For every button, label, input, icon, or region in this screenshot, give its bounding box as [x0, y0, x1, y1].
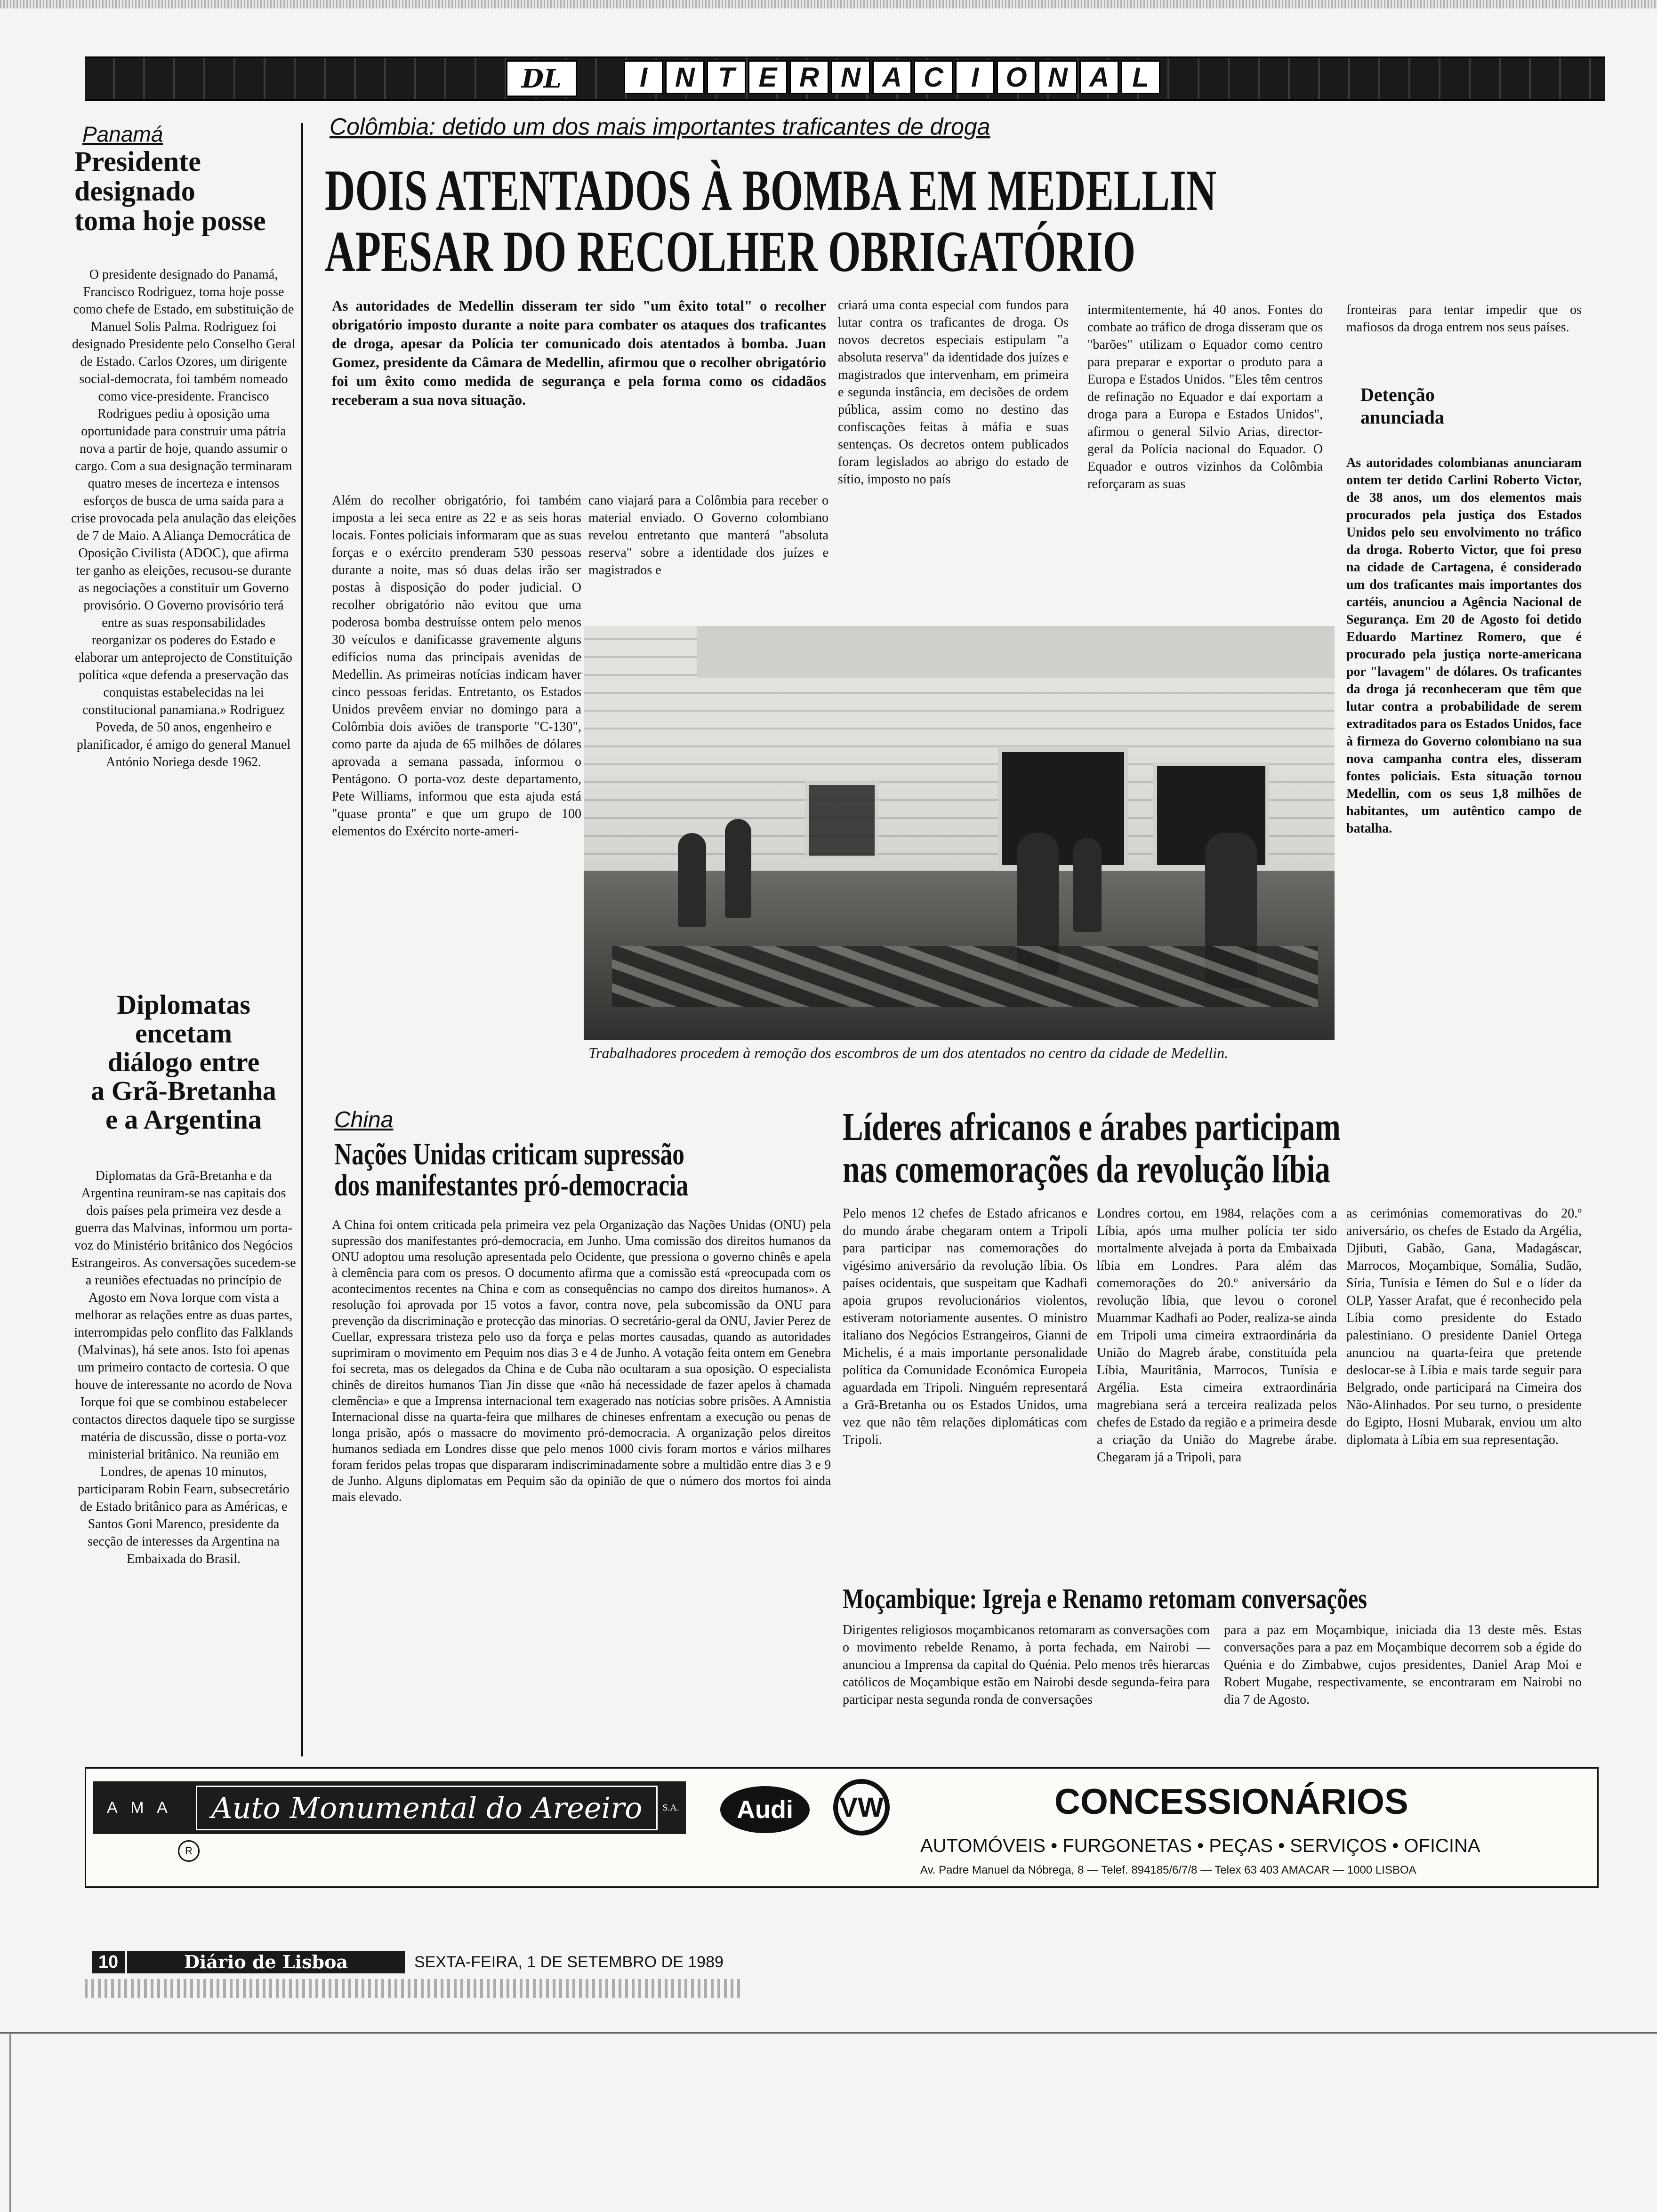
ama-letters: A M A	[107, 1798, 172, 1817]
headline-line: Diplomatas	[117, 989, 250, 1020]
photo-caption: Trabalhadores procedem à remoção dos escombros de um dos atentados no centro da cidade de Medellin.	[588, 1044, 1229, 1061]
panama-headline	[74, 147, 296, 236]
medellin-headline	[325, 158, 1217, 284]
section-letter: R	[789, 60, 829, 94]
subhead-line: Detenção	[1360, 384, 1435, 405]
column-divider	[301, 123, 303, 1756]
section-letter: O	[997, 60, 1036, 94]
china-headline	[334, 1139, 701, 1201]
page-edge-line	[0, 2032, 1657, 2034]
headline-line: Nações Unidas criticam supressão	[334, 1137, 685, 1171]
section-letter: I	[955, 60, 995, 94]
panama-body: O presidente designado do Panamá, Francisco Rodriguez, toma hoje posse como chefe de Estado, em substituição de Manuel Solis Palma. Rodriguez foi designado Presidente pelo Conselho Geral de Estado. Carlos Ozores, um dirigente social-democrata, foi também nomeado como vice-presidente. Francisco Rodrigues pediu à oposição uma oportunidade para construir uma pátria nova a partir de hoje, quando assumir o cargo. Com a sua designação terminaram quatro meses de incerteza e intensos esforços de busca de uma saída para a crise provocada pela anulação das eleições de 7 de Maio. A Aliança Democrática de Oposição Civilista (ADOC), que afirma ter ganho as eleições, recusou-se durante as negociações a constituir um Governo provisório. O Governo provisório terá entre as suas responsabilidades reorganizar os poderes do Estado e elaborar um anteprojecto de Constituição política «que defenda a preservação das conquistas estabelecidas na lei constitucional panamiana.» Rodriguez Poveda, de 50 anos, engenheiro e planificador, é amigo do general Manuel António Noriega desde 1962.	[71, 267, 297, 769]
page-edge-line	[9, 2033, 11, 2212]
scan-edge	[0, 0, 1657, 8]
section-letter: N	[665, 60, 705, 94]
audi-logo: Audi	[720, 1786, 810, 1833]
ad-address: Av. Padre Manuel da Nóbrega, 8 — Telef. 894185/6/7/8 — Telex 63 403 AMACAR — 1000 LISBOA	[920, 1864, 1416, 1876]
vw-logo: VW	[833, 1779, 890, 1835]
scan-noise	[85, 1979, 744, 1998]
section-letter: C	[914, 60, 953, 94]
paper-name: Diário de Lisboa	[127, 1951, 405, 1973]
medellin-col-e2: As autoridades colombianas anunciaram ontem ter detido Carlini Roberto Victor, de 38 anos, um dos elementos mais procurados pela justiça dos Estados Unidos pelo seu envolvimento no tráfico da droga. Roberto Victor, que foi preso na cidade de Cartagena, é considerado um dos traficantes mais importantes dos cartéis, anunciou a Agência Nacional de Segurança. Em 20 de Agosto foi detido Eduardo Martinez Romero, que é procurado pela justiça norte-americana por "lavagem" de dólares. Os traficantes da droga já reconheceram que têm que lutar contra a probabilidade de serem extraditados para os Estados Unidos, face à firmeza do Governo colombiano na sua nova campanha contra eles, disseram fontes policiais. Esta situação tornou Medellin, com os seus 1,8 milhões de habitantes, um autêntico campo de batalha.	[1346, 456, 1582, 836]
section-letter: T	[707, 60, 746, 94]
medellin-photo	[584, 626, 1335, 1040]
section-letter: N	[831, 60, 870, 94]
medellin-col-b: cano viajará para a Colômbia para receber o material enviado. O Governo colombiano revelou entretanto que manterá "absoluta reserva" sobre a identidade dos juízes e magistrados e	[588, 493, 828, 577]
headline-line: DOIS ATENTADOS À BOMBA EM MEDELLIN	[325, 158, 1217, 223]
medellin-lead: As autoridades de Medellin disseram ter sido "um êxito total" o recolher obrigatório imposto durante a noite para combater os ataques dos traficantes de droga, apesar da Polícia ter comunicado dois atentados à bomba. Juan Gomez, presidente da Câmara de Medellin, afirmou que o recolher obrigatório foi um êxito como medida de segurança e pela forma como os cidadãos receberam a sua nova situação.	[332, 297, 826, 408]
china-body: A China foi ontem criticada pela primeira vez pela Organização das Nações Unidas (ONU) pela supressão dos manifestantes pró-democracia, em Junho. Uma comissão dos direitos humanos da ONU adoptou uma resolução apresentada pelo Ocidente, que pressiona o governo chinês e apela à clemência para com os presos. O documento afirma que a comissão está «preocupada com os acontecimentos recentes na China e com as consequências no campo dos direitos humanos». A resolução foi aprovada por 15 votos a favor, contra nove, pela subcomissão da ONU para prevenção da discriminação e protecção das minorias. O secretário-geral da ONU, Javier Perez de Cuellar, expressara tristeza pelo uso da força e pelas mortes causadas, quando as autoridades suprimiram o movimento em Pequim nos dias 3 e 4 de Junho. A votação feita ontem em Genebra foi secreta, mas os delegados da China e de Cuba não ocultaram a sua oposição. O especialista chinês de direitos humanos Tian Jin disse que «não há necessidade de fazer apelos à chamada clemência» e que a Imprensa internacional tem exagerado nas notícias sobre prisões. A Amnistia Internacional disse na quarta-feira que milhares de chineses enfrentam a execução ou penas de longa prisão, após o massacre do movimento pró-democracia. A organização pelos direitos humanos sediada em Londres disse que pelo menos 1000 civis foram mortos e vários milhares foram feridos pelas tropas que dispararam indiscriminadamente sobre a multidão entre dias 3 e 9 de Junho. Alguns diplomatas em Pequim são da opinião de que o número dos mortos foi ainda mais elevado.	[332, 1218, 831, 1504]
headline-line: nas comemorações da revolução líbia	[843, 1147, 1331, 1191]
headline-line: a Grã-Bretanha	[91, 1075, 276, 1106]
mocambique-col-a: Dirigentes religiosos moçambicanos retomaram as conversações com o movimento rebelde Renamo, à porta fechada, em Nairobi — anunciou a Imprensa da capital do Quénia. Pelo menos três hierarcas católicos de Moçambique estão em Nairobi desde segunda-feira para participar nesta segunda ronda de conversações	[843, 1623, 1210, 1707]
medellin-col-e: fronteiras para tentar impedir que os mafiosos da droga entrem nos seus países.	[1346, 303, 1582, 335]
diplomatas-body: Diplomatas da Grã-Bretanha e da Argentina reuniram-se nas capitais dos dois países pela primeira vez desde a guerra das Malvinas, informou um porta-voz do Ministério britânico dos Negócios Estrangeiros. As conversações sucedem-se a reuniões efectuadas no princípio de Agosto em Nova Iorque com vista a melhorar as relações entre as duas partes, interrompidas pelo conflito das Falklands (Malvinas), há sete anos. Isto foi apenas um primeiro contacto de cortesia. O que houve de interessante no acordo de Nova Iorque foi que se combinou estabelecer contactos directos daquele tipo se surgisse matéria de discussão, disse o porta-voz ministerial britânico. Na reunião em Londres, de apenas 10 minutos, participaram Robin Fearn, subsecretário de Estado britânico para as Américas, e Santos Goni Marenco, presidente da secção de interesses da Argentina na Embaixada do Brasil.	[71, 1169, 296, 1566]
ad-services: AUTOMÓVEIS • FURGONETAS • PEÇAS • SERVIÇOS • OFICINA	[920, 1835, 1480, 1856]
medellin-kicker: Colômbia: detido um dos mais importantes traficantes de droga	[330, 113, 990, 140]
libia-col-a: Pelo menos 12 chefes de Estado africanos e do mundo árabe chegaram ontem a Tripoli para participar nas comemorações do vigésimo aniversário da revolução líbia. Os países ocidentais, que suspeitam que Kadhafi apoia grupos revolucionários violentos, estiveram notoriamente ausentes. O ministro italiano dos Negócios Estrangeiros, Gianni de Michelis, é a mais importante personalidade política da Comunidade Económica Europeia aguardada em Tripoli. Ninguém representará a Grã-Bretanha ou os Estados Unidos, uma vez que não têm relações diplomáticas com Tripoli.	[843, 1206, 1087, 1447]
headline-line: toma hoje posse	[74, 205, 266, 236]
medellin-col-c: criará uma conta especial com fundos para lutar contra os traficantes de droga. Os novos decretos especiais estipulam "a absoluta reserva" da identidade dos juízes e magistrados que intervenham, em primeira e segunda instância, em decisões de ordem pública, assim como no destino das confiscações feitas à máfia e suas sentenças. Os decretos ontem publicados foram legislados ao abrigo do estado de sítio, imposto no país	[838, 298, 1069, 487]
headline-line: dos manifestantes pró-democracia	[334, 1168, 689, 1202]
section-letter: A	[872, 60, 912, 94]
ama-logo-bar	[93, 1781, 686, 1834]
mocambique-headline: Moçambique: Igreja e Renamo retomam conversações	[843, 1583, 1367, 1614]
section-letter: L	[1121, 60, 1160, 94]
section-letter: A	[1079, 60, 1119, 94]
page-number: 10	[92, 1951, 125, 1973]
headline-line: diálogo entre	[107, 1046, 260, 1077]
section-title	[624, 60, 1160, 94]
medellin-col-a: Além do recolher obrigatório, foi também imposta a lei seca entre as 22 e as seis horas locais. Fontes policiais informaram que as suas forças e o exército prenderam 530 pessoas durante a noite, mas só duas delas irão ser postas à disposição do poder judicial. O recolher obrigatório não evitou que uma poderosa bomba destruísse ontem pelo menos 30 veículos e danificasse gravemente alguns edifícios numa das principais avenidas de Medellin. As primeiras notícias indicam haver cinco pessoas feridas. Entretanto, os Estados Unidos prevêem enviar no domingo para a Colômbia dois aviões de transporte "C-130", como parte da ajuda de 65 milhões de dólares aprovada a semana passada, informou o Pentágono. O porta-voz deste departamento, Pete Williams, informou que esta ajuda está "quase pronta" e que um grupo de 100 elementos do Exército norte-ameri-	[332, 493, 581, 839]
headline-line: encetam	[135, 1018, 233, 1049]
headline-line: e a Argentina	[105, 1104, 262, 1135]
libia-headline	[843, 1106, 1467, 1191]
libia-col-c: as cerimónias comemorativas do 20.º aniversário, os chefes de Estado da Argélia, Djibuti, Gabão, Gana, Madagáscar, Marrocos, Moçambique, Somália, Sudão, Síria, Tunísia e Iémen do Sul e o líder da OLP, Yasser Arafat, que é reconhecido pela Líbia como presidente do Estado palestiniano. O presidente Daniel Ortega anunciou na quarta-feira que pretende deslocar-se à Líbia e mais tarde seguir para Belgrado, onde participará na Cimeira dos Não-Alinhados. Por seu turno, o presidente do Egipto, Hosni Mubarak, enviou um alto diplomata à Líbia em sua representação.	[1346, 1206, 1582, 1447]
medellin-col-d: intermitentemente, há 40 anos. Fontes do combate ao tráfico de droga disseram que os "barões" utilizam o Equador como centro para preparar e exportar o produto para a Europa e Estados Unidos. "Eles têm centros de refinação no Equador e daí exportam a droga para a Europa e Estados Unidos", afirmou o general Silvio Arias, director-geral da Polícia nacional do Equador. O Equador e outros vizinhos da Colômbia reforçaram as suas	[1087, 303, 1323, 491]
registered-mark: R	[178, 1840, 200, 1862]
section-letter: N	[1038, 60, 1078, 94]
issue-date: SEXTA-FEIRA, 1 DE SETEMBRO DE 1989	[414, 1953, 724, 1971]
section-letter: I	[624, 60, 663, 94]
panama-kicker: Panamá	[82, 122, 163, 146]
diplomatas-headline	[80, 991, 287, 1134]
headline-line: Líderes africanos e árabes participam	[843, 1105, 1341, 1149]
ama-brand-suffix: S.A.	[662, 1802, 679, 1813]
paper-logo: DL	[506, 60, 577, 97]
headline-line: APESAR DO RECOLHER OBRIGATÓRIO	[325, 219, 1136, 284]
subhead-line: anunciada	[1360, 407, 1444, 428]
mocambique-col-b: para a paz em Moçambique, iniciada dia 13 deste mês. Estas conversações para a paz em Moçambique decorrem sob a égide do Quénia e do Zimbabwe, cujos presidentes, Daniel Arap Moi e Robert Mugabe, respectivamente, se encontraram em Nairobi no dia 7 de Agosto.	[1224, 1623, 1582, 1707]
ad-title: CONCESSIONÁRIOS	[1054, 1782, 1408, 1822]
headline-line: Presidente	[74, 146, 201, 177]
section-letter: E	[748, 60, 788, 94]
headline-line: designado	[74, 176, 195, 207]
medellin-subhead	[1360, 384, 1444, 429]
ama-brand: Auto Monumental do Areeiro	[196, 1786, 658, 1830]
china-kicker: China	[334, 1107, 394, 1132]
libia-col-b: Londres cortou, em 1984, relações com a Líbia, após uma mulher polícia ter sido mortalmente alvejada à porta da Embaixada líbia em Londres. Para além das comemorações do 20.º aniversário da revolução líbia, que levou o coronel Muammar Kadhafi ao Poder, realiza-se ainda em Tripoli uma cimeira extraordinária da União do Magreb árabe, constituída pela Líbia, Mauritânia, Marrocos, Tunísia e Argélia. Esta cimeira extraordinária magrebiana será a terceira realizada pelos chefes de Estado da região e a primeira desde a criação da União do Magrebe árabe. Chegaram já a Tripoli, para	[1097, 1206, 1337, 1465]
